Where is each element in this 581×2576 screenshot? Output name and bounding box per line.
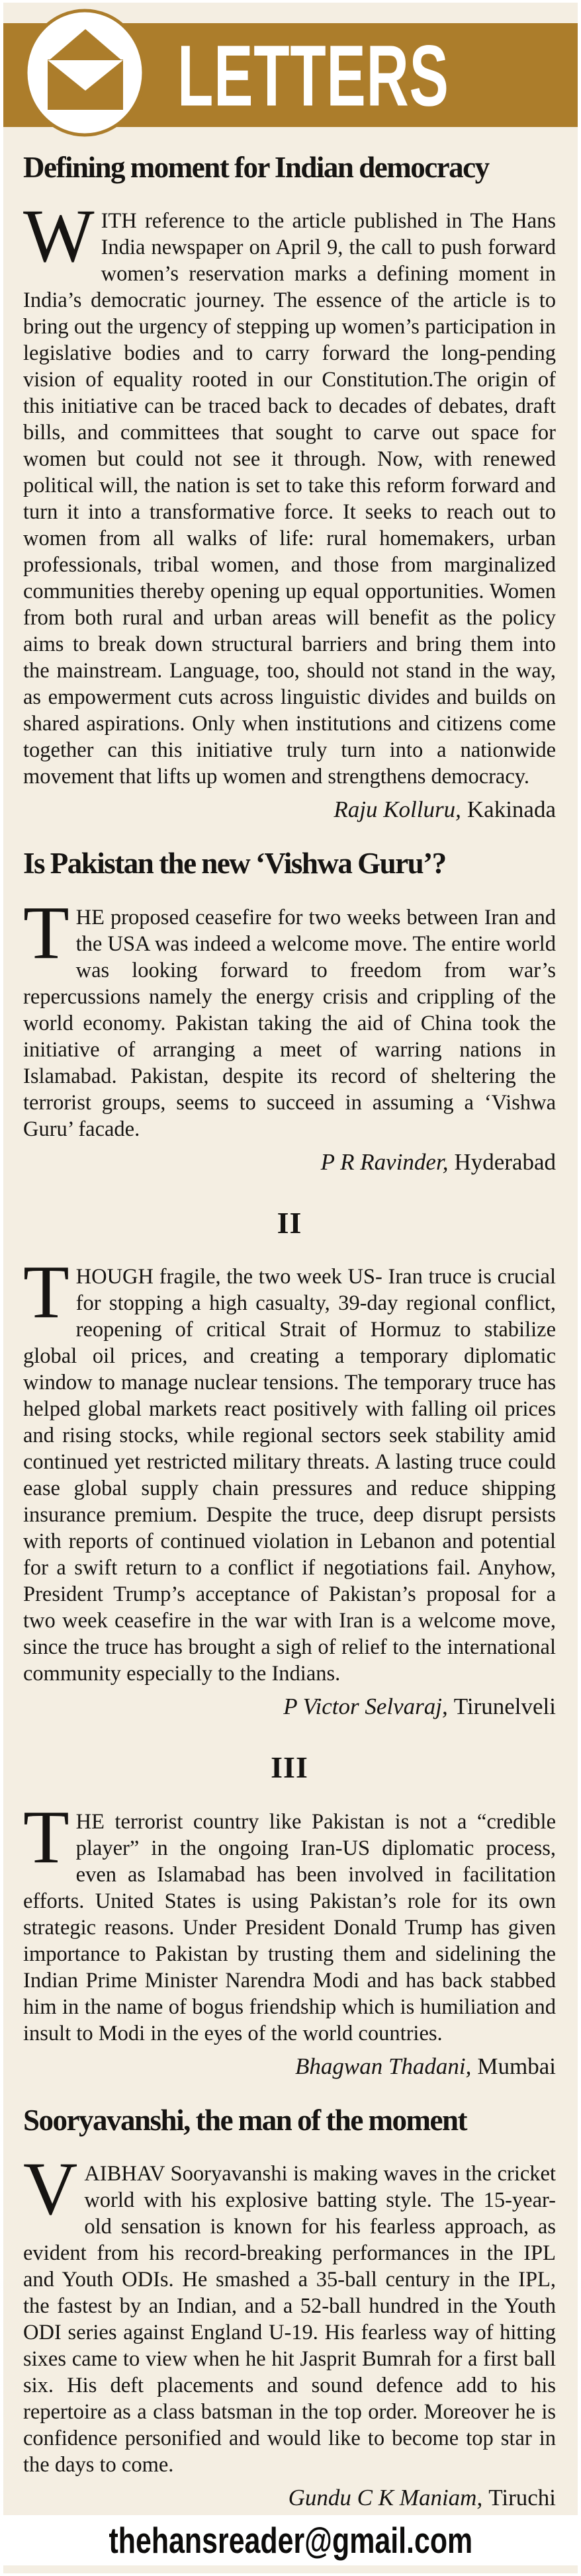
signature-author: P R Ravinder, [320,1148,449,1175]
signature-author: Bhagwan Thadani, [294,2053,472,2079]
signature [23,1149,556,1176]
drop-cap: W [23,194,95,279]
letter-heading: Is Pakistan the new ‘Vishwa Guru’? [23,847,446,880]
letter-body [23,2147,556,2478]
signature-city: Tiruchi [488,2485,556,2511]
section-header-band [3,23,578,127]
signature-city: Hyderabad [454,1148,556,1175]
signature-author: Raju Kolluru, [334,796,461,823]
signature [23,796,556,823]
letters-page [3,3,578,2573]
drop-cap: T [23,1794,69,1879]
signature [23,2485,556,2511]
drop-cap: V [23,2147,78,2231]
signature [23,1694,556,1720]
signature-author: P Victor Selvaraj, [283,1694,448,1720]
letter-item [23,1206,556,1721]
open-envelope-icon [23,8,146,138]
letter-body [23,1794,556,2047]
letter-heading: Defining moment for Indian democracy [23,151,489,184]
signature-city: Mumbai [477,2053,556,2079]
signature [23,2053,556,2080]
envelope-badge [23,8,146,138]
letter-heading-roman-numeral: III [271,1750,308,1785]
drop-cap: T [23,1250,69,1334]
letter-text: HOUGH fragile, the two week US- Iran truce is crucial for stopping a high casualty, 39-day regional conflict, reopening of critical Strait of Hormuz to stabilize global oil prices, and creating a temporary diplomatic window to manage nuclear tensions. The temporary truce has helped global markets react positively with falling oil prices and rising stocks, while regional sectors seek stability amid continued yet restricted military threats. A lasting truce could ease global supply chain pressures and reduce shipping insurance premium. Despite the truce, deep disrupt persists with reports of continued violation in Lebanon and potential for a swift return to a conflict if negotiations fail. Anyhow, President Trump’s acceptance of Pakistan’s proposal for a two week ceasefire in the war with Iran is a welcome move, since the truce has brought a sigh of relief to the international community especially to the Indians. [23,1265,556,1686]
letter-item [23,151,556,823]
letter-text: HE proposed ceasefire for two weeks between Iran and the USA was indeed a welcome move. The entire world was looking forward to freedom from war’s repercussions namely the energy crisis and crippling of the world economy. Pakistan taking the aid of China took the initiative of arranging a meet of warring nations in Islamabad. Pakistan, despite its record of sheltering the terrorist groups, seems to succeed in assuming a ‘Vishwa Guru’ facade. [23,905,556,1141]
letter-item [23,1750,556,2080]
letter-item [23,2104,556,2511]
letter-item [23,847,556,1175]
letter-body [23,890,556,1142]
footer-bar [3,2515,578,2565]
letter-heading-roman-numeral: II [277,1205,302,1240]
letter-text: AIBHAV Sooryavanshi is making waves in the cricket world with his explosive batting style. The 15-year-old sensation is known for his fearless approach, as evident from his record-breaking performances in the IPL and Youth ODIs. He smashed a 35-ball century in the IPL, the fastest by an Indian, and a 52-ball hundred in the Youth ODI series against England U-19. His fearless way of hitting sixes came to view when he hit Jasprit Bumrah for a first ball six. His deft placements and sound defence add to his repertoire as a class batsman in the top order. Moreover he is confidence personified and would like to become top star in the days to come. [23,2162,556,2477]
letter-body [23,1250,556,1687]
section-title: LETTERS [177,26,449,124]
signature-city: Kakinada [467,796,556,823]
letter-text: ITH reference to the article published in The Hans India newspaper on April 9, the call to push forward women’s reservation marks a defining moment in India’s democratic journey. The essence of the article is to bring out the urgency of stepping up women’s participation in legislative bodies and to carry forward the long-pending vision of equality rooted in our Constitution.The origin of this initiative can be traced back to decades of debates, draft bills, and committees that sought to carve out space for women but could not see it through. Now, with renewed political will, the nation is set to take this reform forward and turn it into a transformative force. It seeks to reach out to women from all walks of life: rural homemakers, urban professionals, tribal women, and those from marginalized communities thereby opening up equal opportunities. Women from both rural and urban areas will benefit as the policy aims to break down structural barriers and bring them into the mainstream. Language, too, should not stand in the way, as empowerment cuts across linguistic divides and builds on shared aspirations. Only when institutions and citizens come together can this initiative truly turn into a nationwide movement that lifts up women and strengthens democracy. [23,209,556,789]
letter-text: HE terrorist country like Pakistan is not a “credible player” in the ongoing Iran-US diplomatic process, even as Islamabad has been involved in facilitation efforts. United States is using Pakistan’s role for its own strategic reasons. Under President Donald Trump has given importance to Pakistan by trusting them and sidelining the Indian Prime Minister Narendra Modi and has back stabbed him in the name of bogus friendship which is humiliation and insult to Modi in the eyes of the world countries. [23,1809,556,2045]
signature-author: Gundu C K Maniam, [288,2485,483,2511]
letter-heading: Sooryavanshi, the man of the moment [23,2103,467,2137]
letters-column [3,151,578,2511]
signature-city: Tirunelveli [453,1694,556,1720]
letter-body [23,194,556,790]
drop-cap: T [23,890,69,974]
contact-email[interactable]: thehansreader@gmail.com [109,2520,472,2561]
